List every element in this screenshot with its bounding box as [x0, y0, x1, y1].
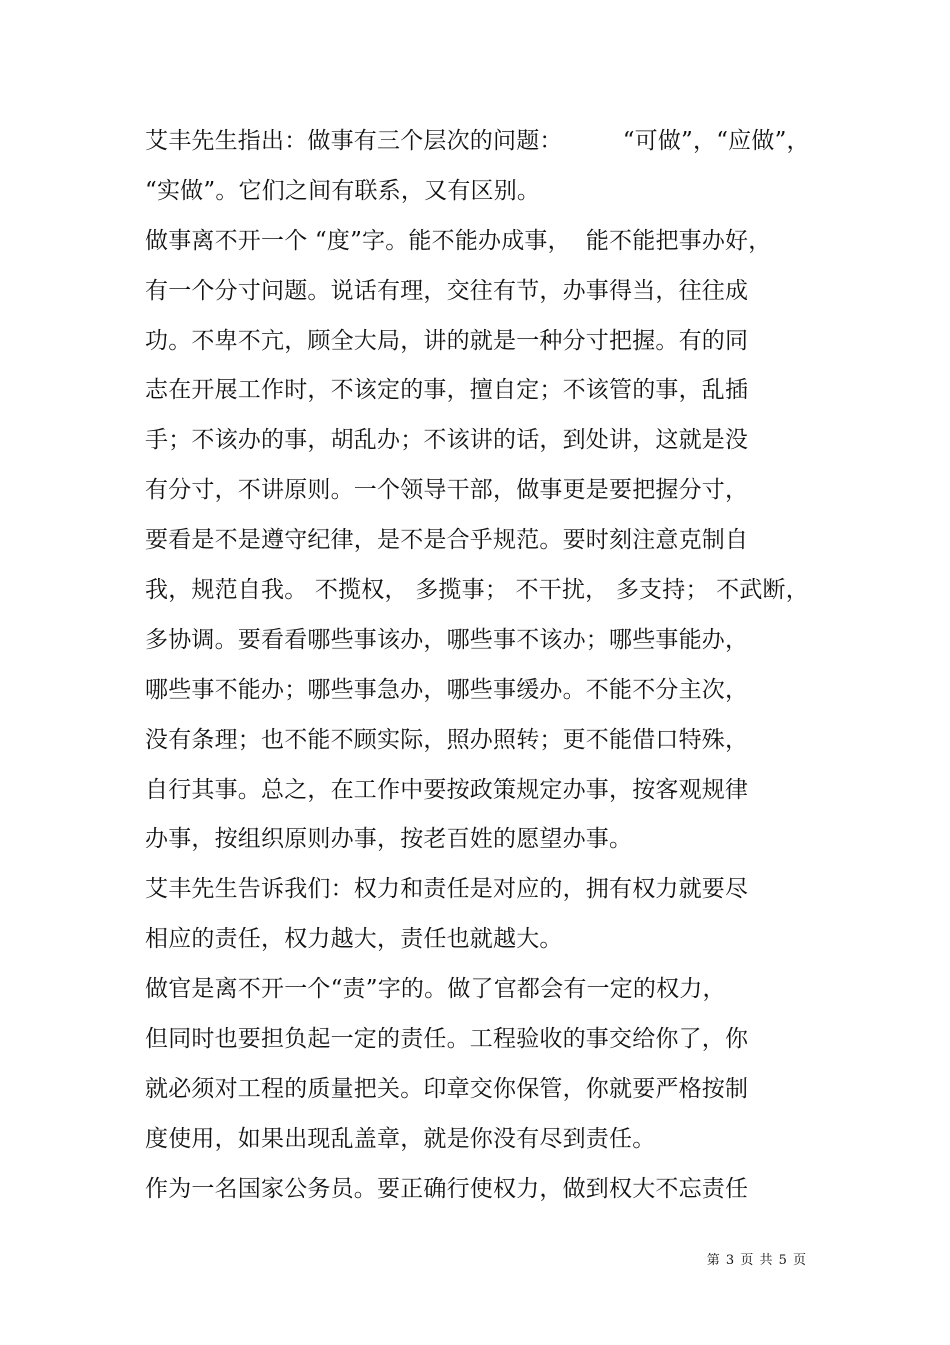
text-line-15: 办事，按组织原则办事，按老百姓的愿望办事。 [145, 826, 633, 853]
text-line-16: 艾丰先生告诉我们：权力和责任是对应的，拥有权力就要尽 [145, 876, 749, 903]
text-line-18: 做官是离不开一个“责”字的。做了官都会有一定的权力， [145, 976, 726, 1003]
text-line-5: 功。不卑不亢，顾全大局，讲的就是一种分寸把握。有的同 [145, 327, 749, 354]
text-line-9: 要看是不是遵守纪律，是不是合乎规范。要时刻注意克制自 [145, 527, 749, 554]
text-line-20: 就必须对工程的质量把关。印章交你保管，你就要严格按制 [145, 1075, 749, 1102]
text-line-19: 但同时也要担负起一定的责任。工程验收的事交给你了，你 [145, 1026, 749, 1053]
text-line-2: “实做”。它们之间有联系，又有区别。 [145, 177, 541, 204]
text-line-6: 志在开展工作时，不该定的事，擅自定；不该管的事，乱插 [145, 377, 749, 404]
page-number-footer: 第 3 页 共 5 页 [706, 1253, 807, 1268]
text-line-7: 手；不该办的事，胡乱办；不该讲的话，到处讲，这就是没 [145, 427, 749, 454]
text-line-13: 没有条理；也不能不顾实际，照办照转；更不能借口特殊， [145, 726, 749, 753]
text-line-10: 我，规范自我。 不揽权， 多揽事； 不干扰， 多支持； 不武断， [145, 577, 809, 604]
text-line-4: 有一个分寸问题。说话有理，交往有节，办事得当，往往成 [145, 277, 749, 304]
text-line-11: 多协调。要看看哪些事该办，哪些事不该办；哪些事能办， [145, 626, 749, 653]
text-line-12: 哪些事不能办；哪些事急办，哪些事缓办。不能不分主次， [145, 676, 749, 703]
text-line-14: 自行其事。总之，在工作中要按政策规定办事，按客观规律 [145, 776, 749, 803]
text-line-3: 做事离不开一个 “度”字。能不能办成事， 能不能把事办好， [145, 227, 772, 254]
text-line-1: 艾丰先生指出：做事有三个层次的问题： “可做”，“应做”， [145, 128, 810, 154]
text-line-21: 度使用，如果出现乱盖章，就是你没有尽到责任。 [145, 1125, 656, 1152]
text-line-22: 作为一名国家公务员。要正确行使权力，做到权大不忘责任 [145, 1175, 749, 1202]
text-line-8: 有分寸，不讲原则。一个领导干部，做事更是要把握分寸， [145, 477, 749, 504]
body-text [145, 121, 825, 1219]
text-line-17: 相应的责任，权力越大，责任也就越大。 [145, 926, 563, 953]
